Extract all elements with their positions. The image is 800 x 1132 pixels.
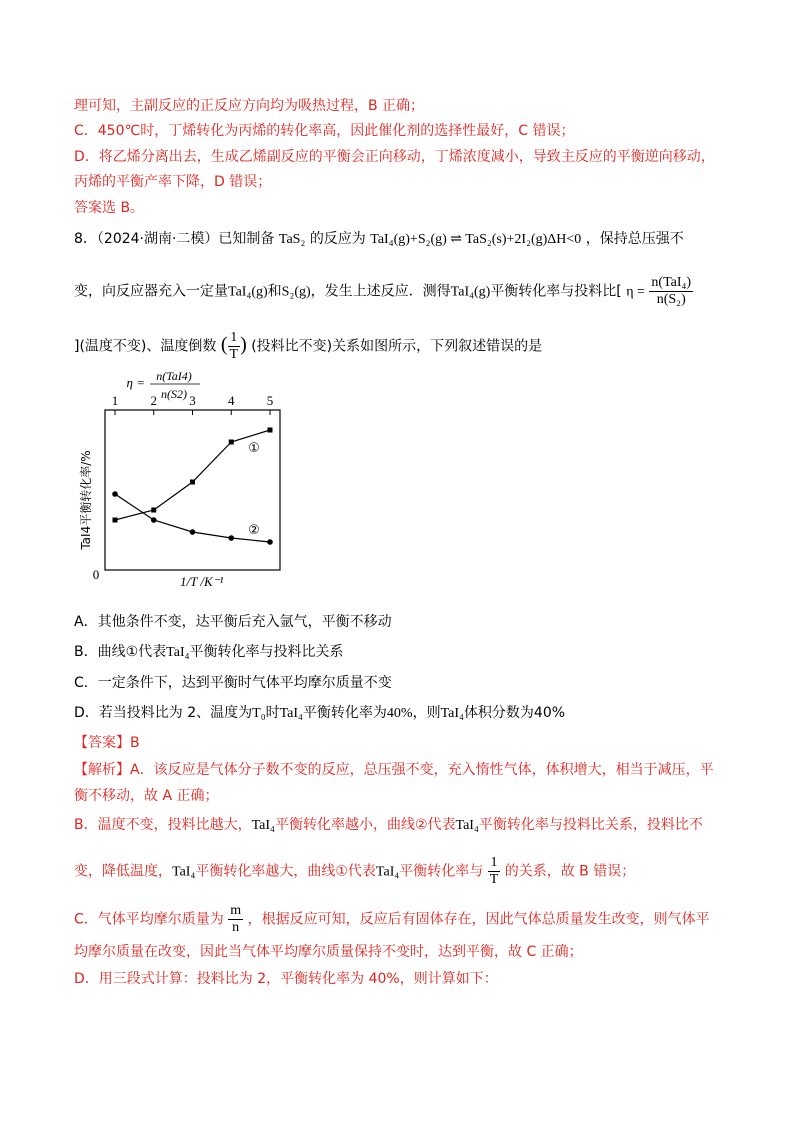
text-line-1: 理可知，主副反应的正反应方向均为吸热过程，B 正确；	[74, 98, 425, 114]
option-d-5: 体积分数为40%	[463, 705, 566, 721]
fraction-denominator: n(S₂)	[656, 292, 686, 307]
ex3-1: B．温度不变，投料比越大，	[74, 817, 252, 833]
paren-left: (	[220, 333, 228, 356]
q8-and: 和	[267, 283, 282, 300]
top-tick-label: 5	[266, 393, 274, 408]
question-8-line-3	[74, 330, 542, 363]
inverse-T-fraction	[228, 330, 241, 363]
series-2-point	[190, 529, 196, 535]
chem-TaI4g-2: TaI₄(g)	[450, 284, 491, 300]
q8-text-7: (投料比不变)关系如图所示，下列叙述错误的是	[251, 338, 543, 355]
explanation-5	[74, 903, 710, 936]
series-1-point	[190, 480, 195, 485]
eta-label: η =	[626, 284, 645, 300]
q8-text-3: 变，向反应器充入一定量	[74, 283, 228, 300]
top-tick-label: 4	[228, 393, 235, 408]
series-2-point	[151, 517, 157, 523]
frac-one-2: 1	[488, 855, 501, 872]
answer-label: 【答案】B	[74, 735, 140, 751]
option-c: C．一定条件下，达到平衡时气体平均摩尔质量不变	[74, 675, 392, 691]
ex5-2: ，根据反应可知，反应后有固体存在，因此气体总质量发生改变，则气体平	[247, 911, 710, 928]
option-b	[74, 642, 344, 663]
explanation-7: D．用三段式计算：投料比为 2，平衡转化率为 40%，则计算如下：	[74, 971, 498, 987]
frac-one: 1	[228, 330, 241, 347]
y-axis-label: TaI4平衡转化率/%	[79, 450, 93, 550]
option-d	[74, 703, 565, 724]
chem-TaI4-5: TaI₄	[455, 818, 479, 833]
explanation-4	[74, 855, 635, 888]
ex5-1: C．气体平均摩尔质量为	[74, 911, 224, 928]
explanation-6: 均摩尔质量在改变，因此当气体平均摩尔质量保持不变时，达到平衡，故 C 正确；	[74, 944, 583, 960]
eta-denominator: n(S2)	[161, 387, 187, 401]
chem-TaI4-7: TaI₄	[375, 864, 400, 880]
inverse-T-fraction-2	[488, 855, 501, 888]
option-d-3: 平衡转化率为	[302, 705, 387, 721]
ratio-fraction	[649, 275, 693, 308]
ex4-2: 平衡转化率越大，曲线①代表	[195, 863, 376, 880]
fraction-numerator: n(TaI₄)	[651, 275, 692, 290]
frac-T-2: T	[489, 872, 499, 887]
chem-TaI4: TaI₄	[166, 645, 190, 660]
ex4-4: 的关系，故 B 错误；	[504, 863, 636, 880]
option-b-2: 平衡转化率与投料比关系	[189, 644, 344, 660]
text-line-3: D．将乙烯分离出去，生成乙烯副反应的平衡会正向移动，丁烯浓度减小，导致主反应的平衡逆向移动，	[74, 149, 715, 165]
top-tick-label: 2	[150, 393, 157, 408]
ex3-2: 平衡转化率越小，曲线②代表	[274, 817, 456, 833]
q8-text-6: ](温度不变)、温度倒数	[74, 338, 217, 355]
text-line-2: C．450℃时，丁烯转化为丙烯的转化率高，因此催化剂的选择性最好，C 错误；	[74, 123, 575, 139]
chem-TaI4-2: TaI₄	[279, 706, 303, 721]
ex4-1: 变，降低温度，	[74, 863, 172, 880]
frac-T: T	[229, 347, 239, 362]
q8-text-5: 平衡转化率与投料比[	[490, 283, 622, 300]
explanation-2: 衡不移动，故 A 正确；	[74, 788, 219, 804]
ex3-3: 平衡转化率与投料比关系，投料比不	[478, 817, 703, 833]
chem-TaI4g: TaI₄(g)	[228, 284, 268, 300]
option-d-1: D．若当投料比为 2、温度为	[74, 705, 253, 721]
question-8-line-2	[74, 275, 693, 308]
m-over-n-fraction	[228, 903, 243, 936]
series-2-point	[112, 491, 118, 497]
chart	[70, 365, 310, 605]
series-label-1: ①	[248, 441, 260, 456]
chem-S2g: S₂(g)	[281, 284, 311, 300]
eta-axis-label: η =	[126, 375, 145, 390]
series-1-point	[151, 508, 156, 513]
series-2-point	[267, 539, 273, 545]
origin-label: 0	[92, 567, 100, 582]
frac-m: m	[230, 903, 242, 918]
chem-T0: T₀	[252, 706, 266, 721]
series-label-2: ②	[248, 523, 260, 538]
explanation-1: 【解析】A．该反应是气体分子数不变的反应，总压强不变，充入惰性气体，体积增大，相当于减压，平	[74, 762, 714, 778]
top-tick-label: 1	[111, 393, 119, 408]
question-8-line-1	[74, 229, 684, 250]
reaction-equation: TaI₄(g)+S₂(g) ⇌ TaS₂(s)+2I₂(g)ΔH<0	[370, 232, 582, 247]
text-line-5: 答案选 B。	[74, 200, 145, 216]
series-1-point	[229, 440, 234, 445]
chem-TaI4-3: TaI₄	[440, 706, 464, 721]
q8-text-4: ，发生上述反应．测得	[310, 283, 451, 300]
explanation-3	[74, 815, 703, 836]
series-1-point	[113, 518, 118, 523]
text-line-4: 丙烯的平衡产率下降，D 错误；	[74, 174, 272, 190]
plot-frame	[105, 410, 280, 570]
chem-TaI4-6: TaI₄	[172, 864, 196, 880]
bottom-axis-label: 1/T /K⁻¹	[180, 574, 224, 589]
option-b-1: B．曲线①代表	[74, 644, 167, 660]
series-2-point	[228, 535, 234, 541]
series-1-point	[268, 428, 273, 433]
q8-intro: 8．（2024·湖南·二模）已知制备	[74, 231, 275, 247]
ex4-3: 平衡转化率与	[399, 863, 484, 880]
chem-TaI4-4: TaI₄	[251, 818, 275, 833]
q8-text-2: ，保持总压强不	[585, 231, 684, 247]
chem-TaS2: TaS₂	[278, 232, 306, 247]
paren-right: )	[240, 333, 247, 356]
eta-numerator: n(TaI4)	[156, 369, 192, 383]
top-tick-label: 3	[189, 393, 196, 408]
option-d-4: ，则	[412, 705, 441, 721]
frac-n: n	[232, 920, 240, 935]
option-a: A．其他条件不变，达平衡后充入氩气，平衡不移动	[74, 614, 392, 630]
option-d-2: 时	[265, 705, 280, 721]
pct-40: 40%	[386, 706, 413, 721]
q8-text: 的反应为	[309, 231, 366, 247]
series-line-1	[115, 430, 270, 520]
